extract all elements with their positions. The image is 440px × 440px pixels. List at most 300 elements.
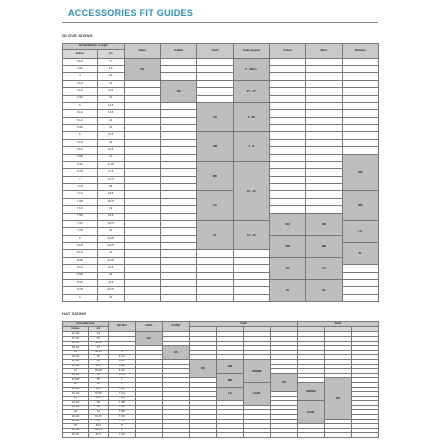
glove-empty-cell [270,73,306,80]
glove-empty-cell [125,184,161,191]
hat-cm-cell: 60 [89,406,109,411]
glove-empty-cell [270,110,306,117]
hat-size-table [62,321,379,438]
glove-size-cell: LG [343,221,379,243]
hat-inches-cell: 24 3/4 [63,420,89,425]
glove-empty-cell [161,258,197,265]
glove-inches-cell: 6 7/8 [63,169,98,176]
glove-size-cell: XL [197,221,233,250]
glove-empty-cell [270,169,306,176]
hat-empty-cell [298,378,325,383]
glove-inches-cell: 5 1/4 [63,110,98,117]
glove-empty-cell [125,88,161,95]
glove-empty-cell [125,191,161,198]
glove-cm-header: cm [98,50,125,59]
glove-empty-cell [197,73,233,80]
hat-cm-cell: 44 [89,332,109,337]
glove-empty-cell [197,250,233,257]
glove-empty-cell [125,103,161,110]
glove-empty-cell [343,110,379,117]
hat-empty-cell [244,433,271,438]
glove-empty-cell [270,162,306,169]
glove-cm-cell: 19.75 [98,221,125,228]
glove-inches-cell: 6 5/8 [63,155,98,162]
glove-inches-cell: 6 3/4 [63,162,98,169]
glove-size-cell: LG [197,191,233,220]
hat-inches-cell: 22 [63,383,89,388]
hat-empty-cell [325,374,352,379]
glove-cm-cell: 12 [98,96,125,103]
hat-size-cell: SM [217,360,244,374]
hat-cm-cell: 45 [89,337,109,342]
glove-empty-cell [343,59,379,66]
glove-empty-cell [125,110,161,117]
hat-size-value-cell: 6 3/4 [109,369,136,374]
glove-inches-cell: 5 3/4 [63,125,98,132]
glove-empty-cell [197,88,233,95]
hat-size-cell: OS [190,360,217,378]
hat-inches-cell: 20 3/4 [63,365,89,370]
glove-empty-cell [161,243,197,250]
glove-empty-cell [270,199,306,206]
glove-empty-cell [161,66,197,73]
glove-cm-cell: 11 [98,81,125,88]
glove-empty-cell [161,214,197,221]
hat-section-title: HAT SIZING [62,311,87,316]
glove-empty-cell [161,280,197,287]
glove-empty-cell [125,118,161,125]
glove-empty-cell [161,147,197,154]
glove-empty-cell [197,287,233,294]
glove-size-cell: 10 - 12 [234,162,270,221]
glove-empty-cell [306,206,342,213]
glove-cm-cell: 22.75 [98,287,125,294]
hat-inches-cell: 21 5/8 [63,378,89,383]
glove-inches-cell: 8 1/4 [63,250,98,257]
glove-empty-cell [270,118,306,125]
hat-inches-cell: 23 1/2 [63,406,89,411]
glove-cm-cell: 18.5 [98,191,125,198]
glove-empty-cell [343,273,379,280]
glove-empty-cell [161,184,197,191]
glove-empty-cell [161,103,197,110]
glove-empty-cell [306,103,342,110]
hat-inches-cell: 22 1/2 [63,392,89,397]
hat-size-value-cell: 6 1/4 [109,355,136,360]
glove-inches-cell: 4 1/4 [63,81,98,88]
glove-empty-cell [270,191,306,198]
glove-size-cell: MD [197,162,233,191]
glove-cm-cell: 19.5 [98,214,125,221]
glove-empty-cell [343,280,379,287]
glove-cm-cell: 13.5 [98,110,125,117]
hat-cm-cell: 63 [89,420,109,425]
hat-inches-cell: 24 1/2 [63,415,89,420]
glove-inches-cell: 8 1/8 [63,243,98,250]
glove-empty-cell [125,287,161,294]
glove-group-header: Toddler [161,44,197,59]
glove-inches-cell: 7 1/2 [63,206,98,213]
hat-cm-cell: 52 [89,360,109,365]
hat-cm-cell: 46.25 [89,342,109,347]
glove-empty-cell [197,280,233,287]
hat-size-value-cell: 8 [109,429,136,434]
hat-size-cell: OS [325,378,352,419]
hat-inches-cell: 17 1/4 [63,332,89,337]
hat-cm-cell: 56 [89,383,109,388]
glove-cm-cell: 20.75 [98,243,125,250]
hat-group-header: Youth [190,322,298,327]
glove-empty-cell [234,258,270,265]
glove-empty-cell [306,140,342,147]
hat-size-cell: SM/MD [244,360,271,383]
glove-empty-cell [161,169,197,176]
hat-inches-cell: 26 1/2 [63,433,89,438]
hat-group-header: Infant [136,322,163,332]
glove-empty-cell [197,295,233,302]
hat-empty-cell [352,433,379,438]
glove-empty-cell [343,147,379,154]
hat-size-value-cell: 7 7/8 [109,420,136,425]
glove-empty-cell [343,103,379,110]
glove-cm-cell: 17 [98,155,125,162]
glove-empty-cell [306,132,342,139]
glove-cm-cell: 18 [98,184,125,191]
glove-empty-cell [306,81,342,88]
glove-inches-cell: 8 5/8 [63,273,98,280]
glove-empty-cell [306,162,342,169]
hat-empty-cell [217,433,244,438]
glove-empty-cell [270,177,306,184]
glove-empty-cell [125,221,161,228]
hat-empty-cell [298,433,325,438]
glove-inches-cell: 3 1/2 [63,59,98,66]
hat-size-cell: OS [163,346,190,360]
glove-inches-cell: 7 5/8 [63,214,98,221]
hat-size-value-cell: 6 7/8 [109,374,136,379]
glove-empty-cell [270,140,306,147]
glove-empty-cell [306,88,342,95]
glove-cm-cell: 18.75 [98,199,125,206]
hat-size-value-cell: 7 1/2 [109,406,136,411]
glove-empty-cell [343,295,379,302]
glove-empty-cell [125,228,161,235]
glove-empty-cell [306,118,342,125]
hat-size-cell: OS [271,374,298,392]
hat-size-value-cell: 7 [109,378,136,383]
hat-empty-cell [217,355,244,360]
glove-empty-cell [270,88,306,95]
hat-empty-cell [244,355,271,360]
hat-cm-cell: 67.5 [89,433,109,438]
hat-empty-cell [163,342,190,347]
glove-empty-cell [306,66,342,73]
glove-empty-cell [343,132,379,139]
glove-size-table [62,43,379,302]
hat-cm-cell: 50 [89,355,109,360]
hat-size-value-cell: 6 [109,351,136,356]
hat-cm-cell: 64.75 [89,429,109,434]
glove-empty-cell [161,236,197,243]
glove-empty-cell [306,177,342,184]
glove-cm-cell: 20.25 [98,236,125,243]
hat-size-value-cell: 7 3/8 [109,401,136,406]
glove-size-cell: SM [197,132,233,161]
glove-empty-cell [343,81,379,88]
glove-size-cell: MD [343,191,379,220]
glove-inches-cell: 8 3/8 [63,258,98,265]
hat-empty-cell [136,433,163,438]
glove-empty-cell [161,125,197,132]
glove-empty-cell [306,110,342,117]
hat-size-cell: LG/XL [298,401,325,424]
glove-group-header: Youth Apparel [234,44,270,59]
glove-empty-cell [125,132,161,139]
glove-empty-cell [197,81,233,88]
glove-empty-cell [197,96,233,103]
hat-inches-cell: 17 3/4 [63,337,89,342]
hat-size-value-cell: 7 3/4 [109,415,136,420]
glove-empty-cell [125,295,161,302]
glove-empty-cell [234,250,270,257]
glove-empty-cell [161,155,197,162]
glove-size-cell: 7 - 8 [234,132,270,161]
hat-cm-cell: 47 [89,346,109,351]
glove-inches-cell: 5 1/2 [63,118,98,125]
glove-inches-cell: 8 1/2 [63,265,98,272]
hat-size-cell: LG [217,388,244,402]
hat-cm-cell: 52.5 [89,365,109,370]
glove-empty-cell [161,132,197,139]
glove-empty-cell [161,295,197,302]
hat-inches-cell: 18 1/2 [63,346,89,351]
glove-size-cell: 14 - 16 [234,221,270,250]
hat-cm-cell: 55 [89,378,109,383]
hat-size-value-cell: 7 3/4 [109,433,136,438]
glove-cm-cell: 19 [98,206,125,213]
hat-inches-cell: 22 1/4 [63,388,89,393]
hat-inches-cell: 21 [63,369,89,374]
hat-empty-cell [190,355,217,360]
glove-inches-cell: 6 [63,132,98,139]
glove-group-header: Unisex [270,44,306,59]
glove-empty-cell [125,258,161,265]
hat-cm-cell: 53.25 [89,369,109,374]
glove-empty-cell [234,265,270,272]
hat-cm-cell: 61 [89,410,109,415]
glove-size-cell: SM [270,214,306,236]
hat-inches-cell: 24 [63,410,89,415]
glove-cm-cell: 23 [98,295,125,302]
glove-empty-cell [306,125,342,132]
glove-empty-cell [125,214,161,221]
glove-inches-cell: 8 7/8 [63,287,98,294]
glove-empty-cell [161,287,197,294]
hat-size-value-cell: 8 [109,424,136,429]
glove-cm-cell: 11.5 [98,88,125,95]
glove-empty-cell [125,155,161,162]
glove-cm-cell: 22 [98,273,125,280]
glove-cm-cell: 21.5 [98,265,125,272]
glove-inches-cell: 7 3/8 [63,199,98,206]
glove-empty-cell [306,184,342,191]
hat-size-cell: OS [136,332,163,346]
glove-inches-cell: 7 1/8 [63,184,98,191]
glove-size-cell: 4 - 6X [234,103,270,132]
glove-empty-cell [125,125,161,132]
hat-group-header: Adult [298,322,379,327]
glove-empty-cell [306,73,342,80]
glove-cm-cell: 21 [98,250,125,257]
glove-empty-cell [161,206,197,213]
glove-empty-cell [270,147,306,154]
glove-cm-cell: 12.5 [98,103,125,110]
hat-inches-cell: 25 1/2 [63,429,89,434]
hat-size-value-cell: 6 5/8 [109,365,136,370]
glove-inches-cell: 6 1/2 [63,147,98,154]
glove-empty-cell [270,184,306,191]
glove-empty-cell [197,258,233,265]
glove-cm-cell: 16 [98,140,125,147]
glove-empty-cell [270,155,306,162]
hat-cm-cell: 57.25 [89,392,109,397]
glove-empty-cell [125,162,161,169]
glove-cm-cell: 17.25 [98,162,125,169]
glove-inches-cell: 4 3/4 [63,96,98,103]
glove-empty-cell [234,280,270,287]
glove-empty-cell [306,169,342,176]
glove-inches-header: Inches [63,50,98,59]
glove-inches-cell: 5 [63,103,98,110]
glove-empty-cell [125,273,161,280]
glove-size-cell: XL [306,280,342,302]
glove-inches-cell: 7 [63,177,98,184]
glove-empty-cell [125,236,161,243]
glove-inches-cell: 7 1/4 [63,191,98,198]
glove-size-cell: OS [161,81,197,103]
glove-empty-cell [234,273,270,280]
glove-empty-cell [306,59,342,66]
glove-cm-cell: 9.5 [98,66,125,73]
glove-inches-cell: 4 1/2 [63,88,98,95]
glove-empty-cell [343,265,379,272]
glove-cm-cell: 15 [98,125,125,132]
glove-empty-cell [270,81,306,88]
glove-cm-cell: 20 [98,228,125,235]
hat-circumference-header: Circumference [63,322,109,327]
glove-inches-cell: 8 3/4 [63,280,98,287]
glove-empty-cell [161,140,197,147]
glove-cm-cell: 17.75 [98,177,125,184]
hat-inches-cell: 19 [63,351,89,356]
glove-empty-cell [125,199,161,206]
glove-empty-cell [161,59,197,66]
glove-empty-cell [125,147,161,154]
glove-size-cell: XL [343,243,379,265]
glove-empty-cell [125,206,161,213]
glove-group-header: Womens [343,44,379,59]
glove-empty-cell [161,162,197,169]
hat-inches-cell: 23 1/4 [63,401,89,406]
glove-empty-cell [270,96,306,103]
glove-empty-cell [270,103,306,110]
glove-inches-cell: 4 [63,73,98,80]
glove-empty-cell [197,59,233,66]
hat-cm-header: cm [89,327,109,332]
glove-empty-cell [234,287,270,294]
glove-empty-cell [197,66,233,73]
glove-size-cell: SM [306,214,342,236]
glove-empty-cell [197,273,233,280]
glove-empty-cell [270,206,306,213]
glove-cm-cell: 22.5 [98,280,125,287]
hat-size-cell: SM/MD [298,383,325,401]
hat-cm-cell: 62.25 [89,415,109,420]
hat-size-header: Hat Size [109,322,136,332]
hat-size-value-cell: 7 1/4 [109,392,136,397]
glove-empty-cell [343,88,379,95]
glove-empty-cell [125,81,161,88]
glove-empty-cell [161,265,197,272]
hat-inches-header: Inches [63,327,89,332]
glove-inches-cell: 9 [63,295,98,302]
hat-cm-cell: 54 [89,374,109,379]
glove-empty-cell [197,265,233,272]
glove-empty-cell [270,132,306,139]
glove-empty-cell [161,250,197,257]
hat-size-value-cell: 7 1/8 [109,388,136,393]
glove-empty-cell [306,147,342,154]
glove-size-cell: LG [270,258,306,280]
glove-section-title: GLOVE SIZING [62,33,93,38]
glove-empty-cell [343,118,379,125]
glove-empty-cell [343,73,379,80]
glove-empty-cell [161,177,197,184]
glove-empty-cell [125,140,161,147]
hat-size-value-cell: 6 1/2 [109,360,136,365]
glove-cm-cell: 15.5 [98,132,125,139]
hat-size-value-cell: 7 5/8 [109,410,136,415]
glove-empty-cell [343,66,379,73]
glove-empty-cell [343,125,379,132]
glove-cm-cell: 10 [98,73,125,80]
glove-empty-cell [125,250,161,257]
glove-cm-cell: 14 [98,118,125,125]
hat-inches-cell: 19 3/4 [63,355,89,360]
glove-size-cell: LG [306,258,342,280]
glove-empty-cell [270,59,306,66]
glove-cm-cell: 16.5 [98,147,125,154]
hat-cm-cell: 48.25 [89,351,109,356]
glove-empty-cell [270,125,306,132]
glove-empty-cell [161,110,197,117]
glove-group-header: Infant [125,44,161,59]
glove-size-cell: XL [270,280,306,302]
glove-circumference-header: Circumference / Length [63,44,125,50]
glove-empty-cell [343,287,379,294]
hat-size-value-cell: 7 [109,383,136,388]
glove-empty-cell [161,228,197,235]
title-divider [62,22,378,23]
glove-empty-cell [161,73,197,80]
hat-empty-cell [325,433,352,438]
glove-empty-cell [161,118,197,125]
hat-inches-cell: 21 1/4 [63,374,89,379]
hat-inches-cell: 20 1/2 [63,360,89,365]
glove-empty-cell [161,273,197,280]
glove-empty-cell [270,66,306,73]
page-title: ACCESSORIES FIT GUIDES [68,8,194,18]
